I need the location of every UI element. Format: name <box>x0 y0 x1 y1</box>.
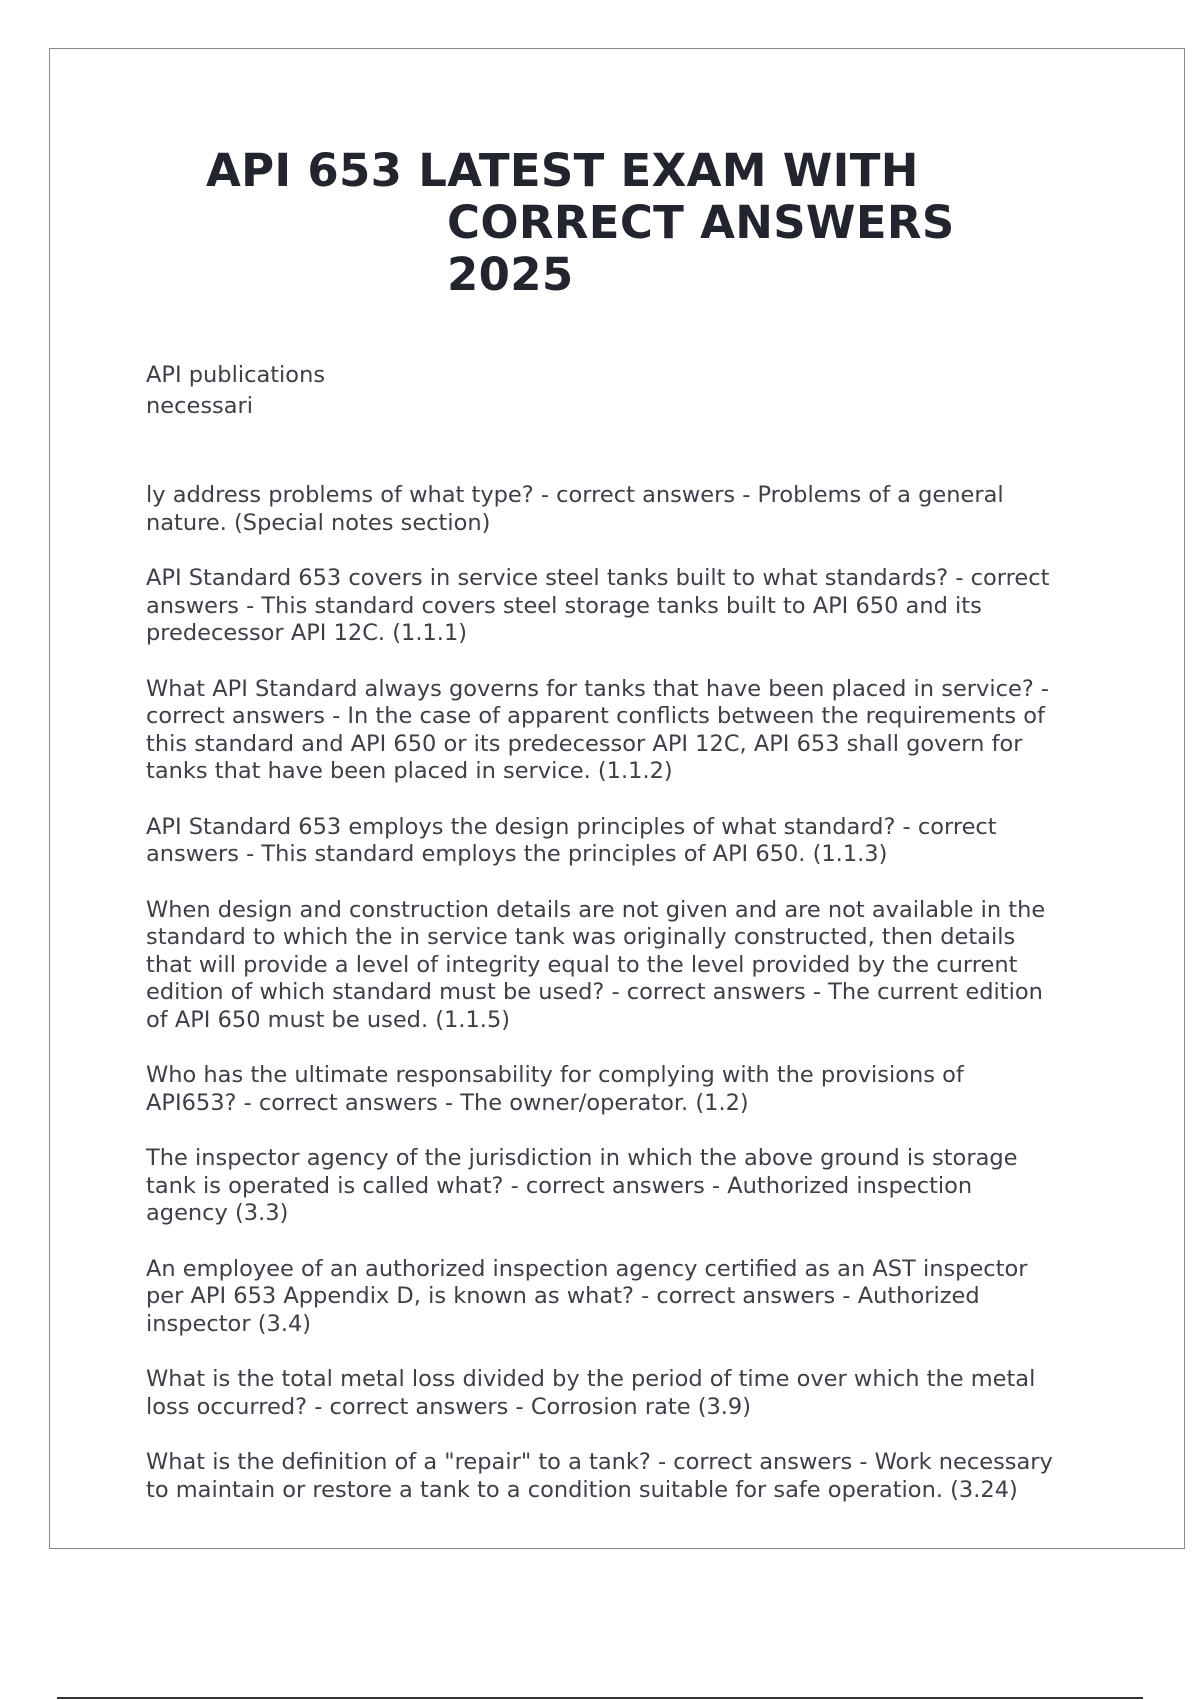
qa-item <box>146 1366 1056 1421</box>
intro-line-2: necessari <box>146 393 254 419</box>
qa-item <box>146 1256 1056 1339</box>
intro-line-1: API publications <box>146 362 326 388</box>
intro-text <box>146 360 1056 422</box>
qa-text: What API Standard always governs for tanks that have been placed in service? - correct answers - In the case of apparent conflicts between the requirements of this standard and API 650 or its predecessor API 12C, API 653 shall govern for tanks that have been placed in service. (1.1.2) <box>146 675 1050 784</box>
qa-item <box>146 814 1056 869</box>
qa-item <box>146 1449 1056 1504</box>
title-line-1: API 653 LATEST EXAM WITH <box>206 144 919 197</box>
title-line-2: CORRECT ANSWERS <box>447 196 955 249</box>
document-body <box>146 360 1056 1532</box>
qa-text: What is the definition of a "repair" to a tank? - correct answers - Work necessary to maintain or restore a tank to a condition suitable for safe operation. (3.24) <box>146 1449 1053 1503</box>
qa-item <box>146 565 1056 648</box>
document-title <box>206 145 1006 301</box>
qa-item <box>146 1145 1056 1228</box>
title-line-3: 2025 <box>447 248 574 301</box>
qa-item <box>146 676 1056 786</box>
qa-item <box>146 482 1056 537</box>
qa-text: API Standard 653 covers in service steel tanks built to what standards? - correct answers - This standard covers steel storage tanks built to API 650 and its predecessor API 12C. (1.1.1) <box>146 565 1050 646</box>
qa-text: Who has the ultimate responsability for complying with the provisions of API653? - correct answers - The owner/operator. (1.2) <box>146 1062 964 1116</box>
qa-text: When design and construction details are not given and are not available in the standard to which the in service tank was originally constructed, then details that will provide a level of integrity equal to the level provided by the current edition of which standard must be used? - correct answers - The current edition of API 650 must be used. (1.1.5) <box>146 896 1046 1033</box>
qa-text: The inspector agency of the jurisdiction in which the above ground is storage tank is operated is called what? - correct answers - Authorized inspection agency (3.3) <box>146 1145 1018 1226</box>
qa-text: ly address problems of what type? - correct answers - Problems of a general nature. (Special notes section) <box>146 482 1004 536</box>
bottom-divider <box>57 1697 1143 1699</box>
qa-text: API Standard 653 employs the design principles of what standard? - correct answers - This standard employs the principles of API 650. (1.1.3) <box>146 813 997 867</box>
qa-item <box>146 1062 1056 1117</box>
qa-text: What is the total metal loss divided by the period of time over which the metal loss occurred? - correct answers - Corrosion rate (3.9) <box>146 1366 1036 1420</box>
qa-text: An employee of an authorized inspection agency certified as an AST inspector per API 653 Appendix D, is known as what? - correct answers - Authorized inspector (3.4) <box>146 1255 1028 1337</box>
qa-item <box>146 897 1056 1035</box>
